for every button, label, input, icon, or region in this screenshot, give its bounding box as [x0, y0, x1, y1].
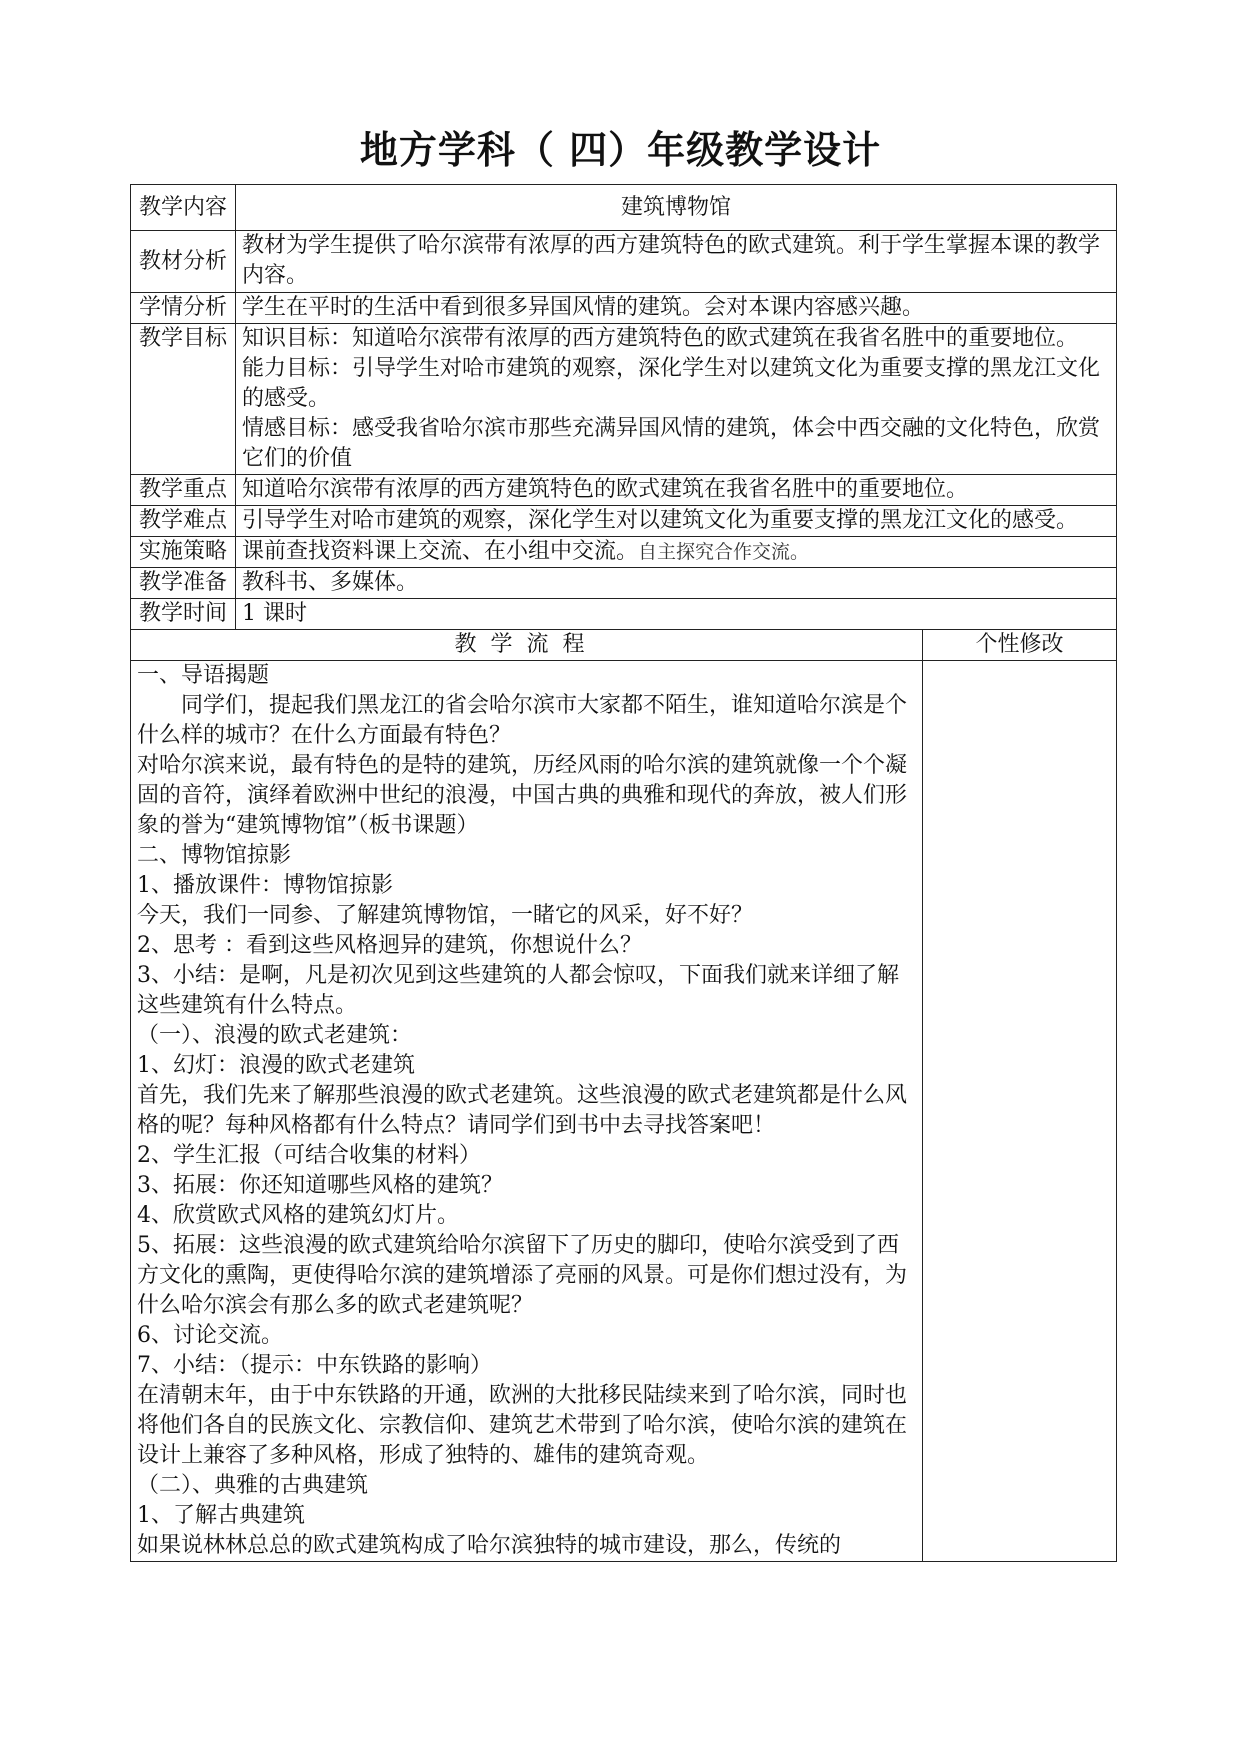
value-teaching-time: 1 课时 [236, 599, 1117, 630]
flow-line: 在清朝末年，由于中东铁路的开通，欧洲的大批移民陆续来到了哈尔滨，同时也将他们各自的民族文化、宗教信仰、建筑艺术带到了哈尔滨，使哈尔滨的建筑在设计上兼容了多种风格，形成了独特的、雄伟的建筑奇观。 [137, 1383, 908, 1468]
label-key-points: 教学重点 [131, 475, 236, 506]
row-material-analysis [131, 231, 1117, 293]
flow-line: 7、小结：（提示：中东铁路的影响） [137, 1353, 492, 1378]
flow-line: 6、讨论交流。 [137, 1323, 283, 1348]
flow-line: 4、欣赏欧式风格的建筑幻灯片。 [137, 1203, 459, 1228]
label-teaching-goals: 教学目标 [131, 324, 236, 475]
flow-line: 今天，我们一同参、了解建筑博物馆，一睹它的风采，好不好？ [137, 903, 754, 928]
row-difficulties [131, 506, 1117, 537]
flow-line: 2、思考 ：看到这些风格迥异的建筑，你想说什么？ [137, 933, 642, 958]
label-strategy: 实施策略 [131, 537, 236, 568]
notes-header: 个性修改 [923, 630, 1117, 661]
flow-line: 5、拓展：这些浪漫的欧式建筑给哈尔滨留下了历史的脚印，使哈尔滨受到了西方文化的熏陶，更使得哈尔滨的建筑增添了亮丽的风景。可是你们想过没有，为什么哈尔滨会有那么多的欧式老建筑呢？ [137, 1233, 908, 1318]
row-teaching-time [131, 599, 1117, 630]
flow-content [131, 661, 923, 1562]
flow-line: 首先，我们先来了解那些浪漫的欧式老建筑。这些浪漫的欧式老建筑都是什么风格的呢？每种风格都有什么特点？请同学们到书中去寻找答案吧！ [137, 1083, 908, 1138]
row-preparation [131, 568, 1117, 599]
row-teaching-content [131, 185, 1117, 231]
lesson-plan-table [130, 184, 1117, 1562]
flow-line: 如果说林林总总的欧式建筑构成了哈尔滨独特的城市建设，那么，传统的 [137, 1533, 842, 1558]
row-key-points [131, 475, 1117, 506]
label-teaching-content: 教学内容 [131, 185, 236, 231]
row-flow-header [131, 630, 1117, 661]
goal-emotion: 情感目标：感受我省哈尔滨市那些充满异国风情的建筑，体会中西交融的文化特色，欣赏它们的价值 [242, 416, 1101, 471]
label-student-analysis: 学情分析 [131, 293, 236, 324]
value-teaching-goals [236, 324, 1117, 475]
flow-line: （一）、浪漫的欧式老建筑： [137, 1023, 413, 1048]
flow-line: 对哈尔滨来说，最有特色的是特的建筑，历经风雨的哈尔滨的建筑就像一个个凝固的音符，演绎着欧洲中世纪的浪漫，中国古典的典雅和现代的奔放，被人们形象的誉为“建筑博物馆”（板书课题） [137, 753, 908, 838]
goal-knowledge: 知识目标：知道哈尔滨带有浓厚的西方建筑特色的欧式建筑在我省名胜中的重要地位。 [242, 326, 1079, 351]
strategy-text: 课前查找资料课上交流、在小组中交流。 [242, 539, 639, 564]
row-teaching-goals [131, 324, 1117, 475]
value-student-analysis: 学生在平时的生活中看到很多异国风情的建筑。会对本课内容感兴趣。 [236, 293, 1117, 324]
flow-line: 同学们，提起我们黑龙江的省会哈尔滨市大家都不陌生，谁知道哈尔滨是个什么样的城市？在什么方面最有特色？ [137, 693, 908, 748]
flow-line: （二）、典雅的古典建筑 [137, 1473, 369, 1498]
flow-line: 1、幻灯：浪漫的欧式老建筑 [137, 1053, 415, 1078]
label-material-analysis: 教材分析 [131, 231, 236, 293]
value-key-points: 知道哈尔滨带有浓厚的西方建筑特色的欧式建筑在我省名胜中的重要地位。 [236, 475, 1117, 506]
flow-line: 2、学生汇报（可结合收集的材料） [137, 1143, 481, 1168]
notes-column [923, 661, 1117, 1562]
strategy-text-small: 自主探究合作交流。 [638, 541, 810, 563]
flow-line: 二、博物馆掠影 [137, 843, 292, 868]
value-material-analysis: 教材为学生提供了哈尔滨带有浓厚的西方建筑特色的欧式建筑。利于学生掌握本课的教学内容。 [236, 231, 1117, 293]
value-teaching-content: 建筑博物馆 [236, 185, 1117, 231]
label-preparation: 教学准备 [131, 568, 236, 599]
goal-ability: 能力目标：引导学生对哈市建筑的观察，深化学生对以建筑文化为重要支撑的黑龙江文化的感受。 [242, 356, 1101, 411]
flow-line: 3、小结：是啊，凡是初次见到这些建筑的人都会惊叹，下面我们就来详细了解这些建筑有什么特点。 [137, 963, 899, 1018]
flow-line: 1、了解古典建筑 [137, 1503, 305, 1528]
label-teaching-time: 教学时间 [131, 599, 236, 630]
flow-line: 一、导语揭题 [137, 663, 270, 688]
label-difficulties: 教学难点 [131, 506, 236, 537]
flow-header: 教学流程 [131, 630, 923, 661]
page-title: 地方学科（ 四）年级教学设计 [359, 127, 882, 172]
flow-line: 3、拓展：你还知道哪些风格的建筑？ [137, 1173, 503, 1198]
flow-line: 1、播放课件：博物馆掠影 [137, 873, 393, 898]
value-preparation: 教科书、多媒体。 [236, 568, 1117, 599]
value-strategy [236, 537, 1117, 568]
value-difficulties: 引导学生对哈市建筑的观察，深化学生对以建筑文化为重要支撑的黑龙江文化的感受。 [236, 506, 1117, 537]
row-flow-body [131, 661, 1117, 1562]
row-student-analysis [131, 293, 1117, 324]
row-strategy [131, 537, 1117, 568]
